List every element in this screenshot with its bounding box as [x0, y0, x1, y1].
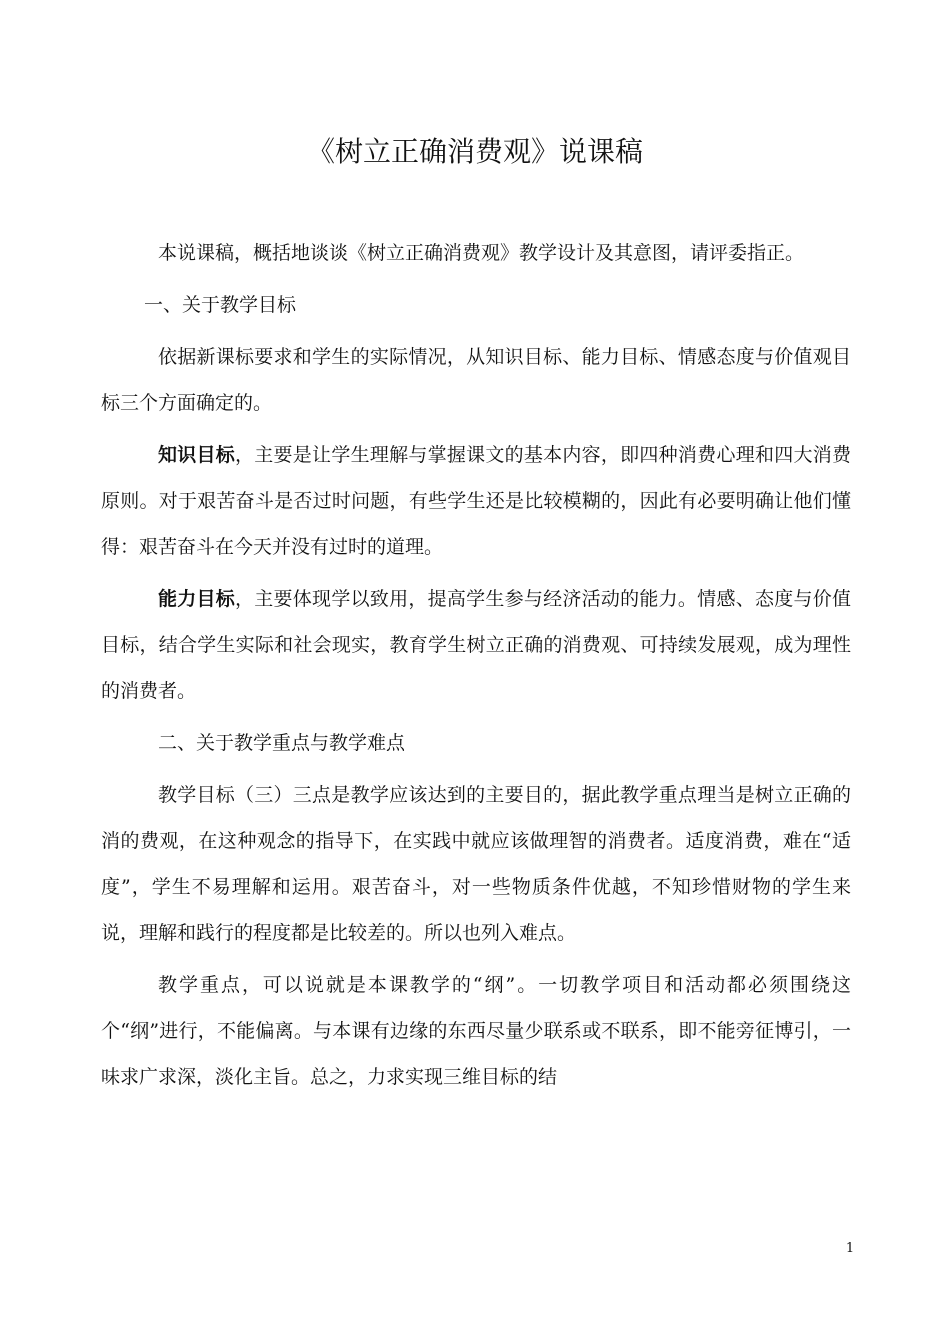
ability-objective-paragraph — [101, 576, 851, 714]
ability-objective-label: 能力目标 — [158, 588, 236, 610]
intro-paragraph: 本说课稿，概括地谈谈《树立正确消费观》教学设计及其意图，请评委指正。 — [158, 242, 805, 264]
key-points-outline-paragraph: 教学重点，可以说就是本课教学的“纲”。一切教学项目和活动都必须围绕这个“纲”进行，不能偏离。与本课有边缘的东西尽量少联系或不联系，即不能旁征博引，一味求广求深，淡化主旨。总之，力求实现三维目标的结 — [101, 974, 851, 1088]
section-heading-key-points: 二、关于教学重点与教学难点 — [158, 732, 406, 754]
key-points-paragraph: 教学目标（三）三点是教学应该达到的主要目的，据此教学重点理当是树立正确的消的费观，在这种观念的指导下，在实践中就应该做理智的消费者。适度消费，难在“适度”，学生不易理解和运用。艰苦奋斗，对一些物质条件优越，不知珍惜财物的学生来说，理解和践行的程度都是比较差的。所以也列入难点。 — [101, 784, 851, 944]
knowledge-objective-text: ，主要是让学生理解与掌握课文的基本内容，即四种消费心理和四大消费原则。对于艰苦奋斗是否过时问题，有些学生还是比较模糊的，因此有必要明确让他们懂得：艰苦奋斗在今天并没有过时的道理。 — [101, 444, 851, 558]
knowledge-objective-label: 知识目标 — [158, 444, 236, 466]
knowledge-objective-paragraph — [101, 432, 851, 570]
objectives-overview-paragraph: 依据新课标要求和学生的实际情况，从知识目标、能力目标、情感态度与价值观目标三个方面确定的。 — [101, 346, 851, 414]
ability-objective-text: ，主要体现学以致用，提高学生参与经济活动的能力。情感、态度与价值目标，结合学生实际和社会现实，教育学生树立正确的消费观、可持续发展观，成为理性的消费者。 — [101, 588, 851, 702]
page-number: 1 — [845, 1241, 855, 1256]
document-title: 《树立正确消费观》说课稿 — [306, 135, 643, 168]
document-body — [101, 230, 851, 1106]
section-heading-teaching-objectives: 一、关于教学目标 — [144, 294, 297, 316]
